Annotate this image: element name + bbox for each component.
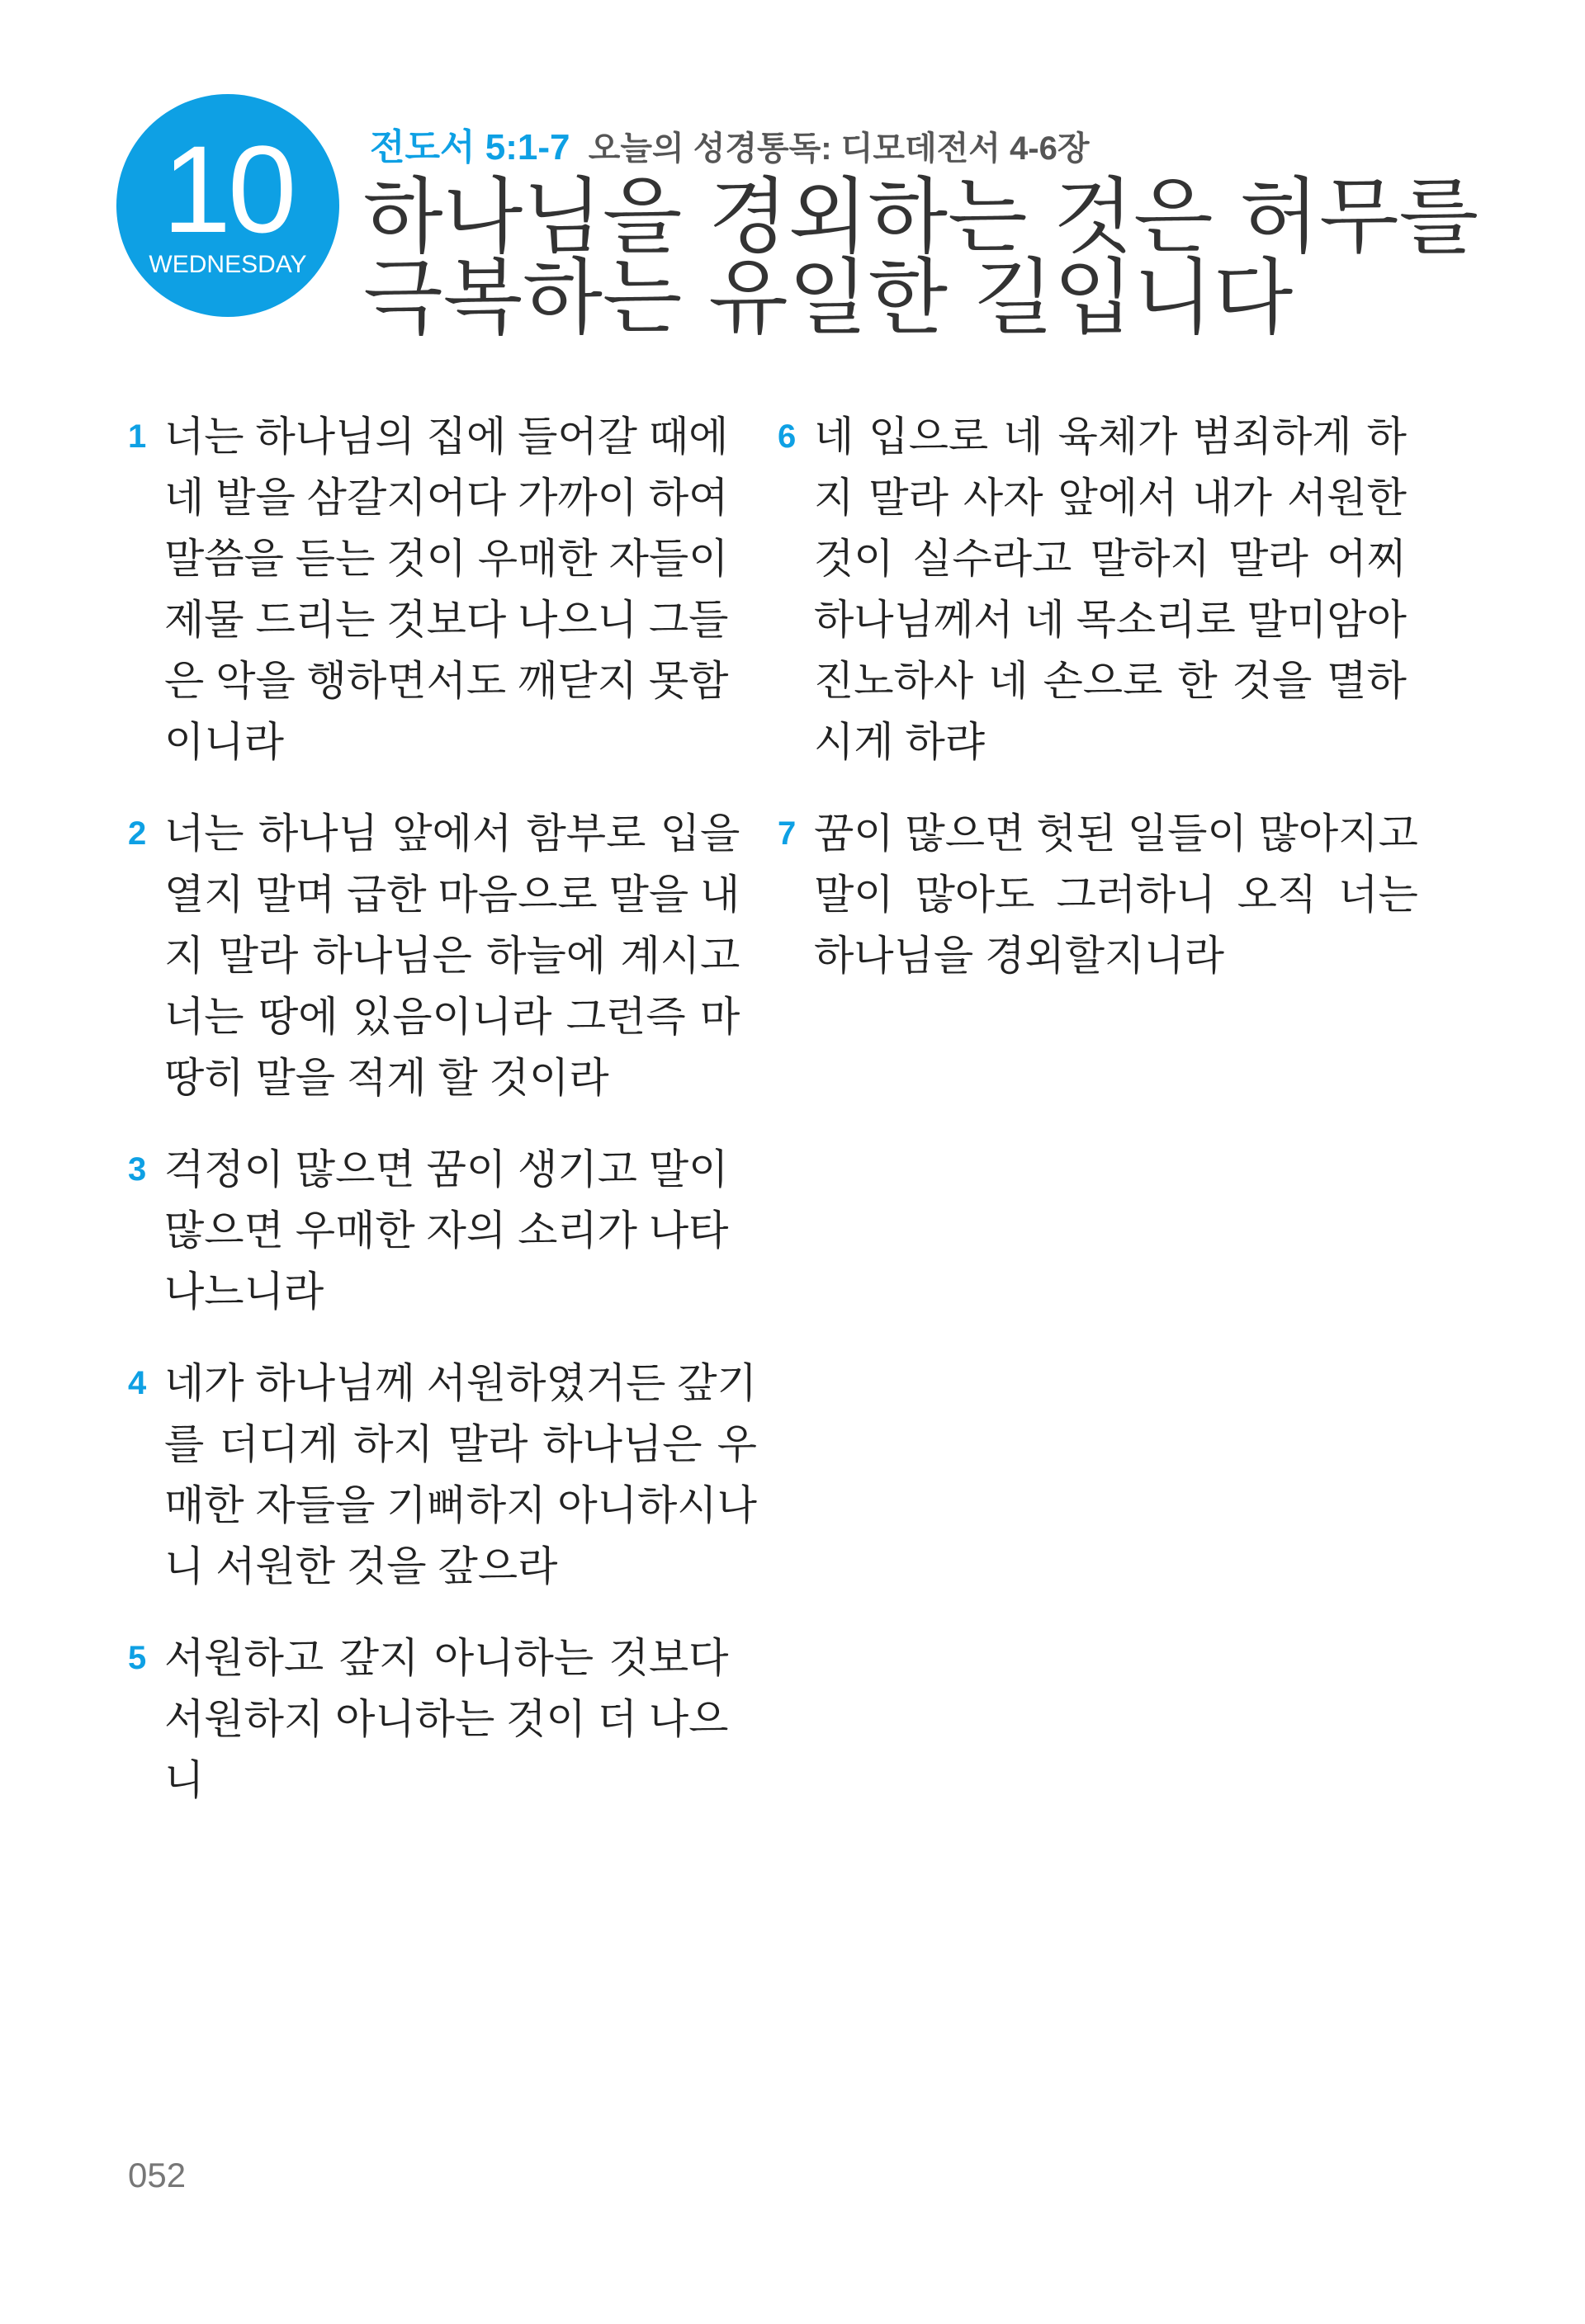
verse [128,1627,729,1811]
verse [128,1353,757,1597]
verse-number: 6 [778,418,797,455]
verse-line: 땅히 말을 적게 할 것이라 [164,1055,609,1101]
verse-line: 서원하고 갚지 아니하는 것보다 [164,1635,729,1681]
verse-line: 네 발을 삼갈지어다 가까이 하여 [164,475,729,521]
verse-line: 꿈이 많으면 헛된 일들이 많아지고 [814,810,1418,857]
verse-text [164,803,740,1108]
verse-line: 서원하지 아니하는 것이 더 나으 [164,1696,729,1742]
verse-text [164,1627,728,1811]
right-column [778,406,1418,1017]
verse-text [814,803,1418,986]
verse-number: 7 [778,815,797,852]
verse [778,803,1418,986]
verse-text [164,1353,757,1597]
verse-line: 를 더디게 하지 말라 하나님은 우 [164,1421,757,1467]
verse-line: 하나님을 경외할지니라 [814,933,1224,979]
scripture-reference: 전도서 5:1-7 [370,127,570,168]
verse [128,803,740,1108]
title-line: 극복하는 유일한 길입니다 [363,249,1294,346]
day-badge [116,94,339,317]
verse-line: 네 입으로 네 육체가 범죄하게 하 [814,413,1407,460]
verse-line: 하나님께서 네 목소리로 말미암아 [814,597,1407,643]
title-line: 하나님을 경외하는 것은 허무를 [363,168,1479,265]
verse-line: 것이 실수라고 말하지 말라 어찌 [814,536,1407,582]
verse-line: 은 악을 행하면서도 깨닫지 못함 [164,658,729,704]
verse-line: 나느니라 [164,1268,324,1315]
subtitle [370,117,1089,170]
left-column [128,406,757,1841]
page-number: 052 [128,2156,187,2194]
verse-line: 너는 하나님 앞에서 함부로 입을 [164,810,740,857]
verse-number: 2 [128,815,147,852]
verse-text [164,406,728,772]
verse-line: 너는 땅에 있음이니라 그런즉 마 [164,994,740,1040]
verse-line: 지 말라 하나님은 하늘에 계시고 [164,933,740,979]
verse [128,1139,729,1322]
verse-line: 지 말라 사자 앞에서 내가 서원한 [814,475,1407,521]
verse-number: 5 [128,1640,147,1676]
verse-line: 걱정이 많으면 꿈이 생기고 말이 [164,1146,729,1193]
verse-text [164,1139,728,1322]
verse-text [814,406,1407,772]
page-title [363,168,1479,346]
weekday-label: WEDNESDAY [149,251,307,278]
verse-line: 열지 말며 급한 마음으로 말을 내 [164,872,740,918]
verse-line: 많으면 우매한 자의 소리가 나타 [164,1207,729,1254]
verse-line: 니 서원한 것을 갚으라 [164,1543,558,1589]
verse-line: 시게 하랴 [814,719,986,765]
verse-line: 말이 많아도 그러하니 오직 너는 [814,872,1418,918]
verse-line: 너는 하나님의 집에 들어갈 때에 [164,413,729,460]
verse-line: 이니라 [164,719,284,765]
verse-line: 제물 드리는 것보다 나으니 그들 [164,597,729,643]
verse-number: 1 [128,418,147,455]
verse-number: 4 [128,1365,147,1401]
verse [128,406,729,772]
verse [778,406,1407,772]
daily-reading: 오늘의 성경통독: 디모데전서 4-6장 [588,130,1090,167]
verse-line: 니 [164,1757,205,1803]
verse-line: 네가 하나님께 서원하였거든 갚기 [164,1360,757,1406]
verse-line: 말씀을 듣는 것이 우매한 자들이 [164,536,729,582]
day-number: 10 [162,120,294,258]
verse-line: 진노하사 네 손으로 한 것을 멸하 [814,658,1407,704]
verse-line: 매한 자들을 기뻐하지 아니하시나 [164,1482,757,1528]
verse-number: 3 [128,1151,147,1188]
